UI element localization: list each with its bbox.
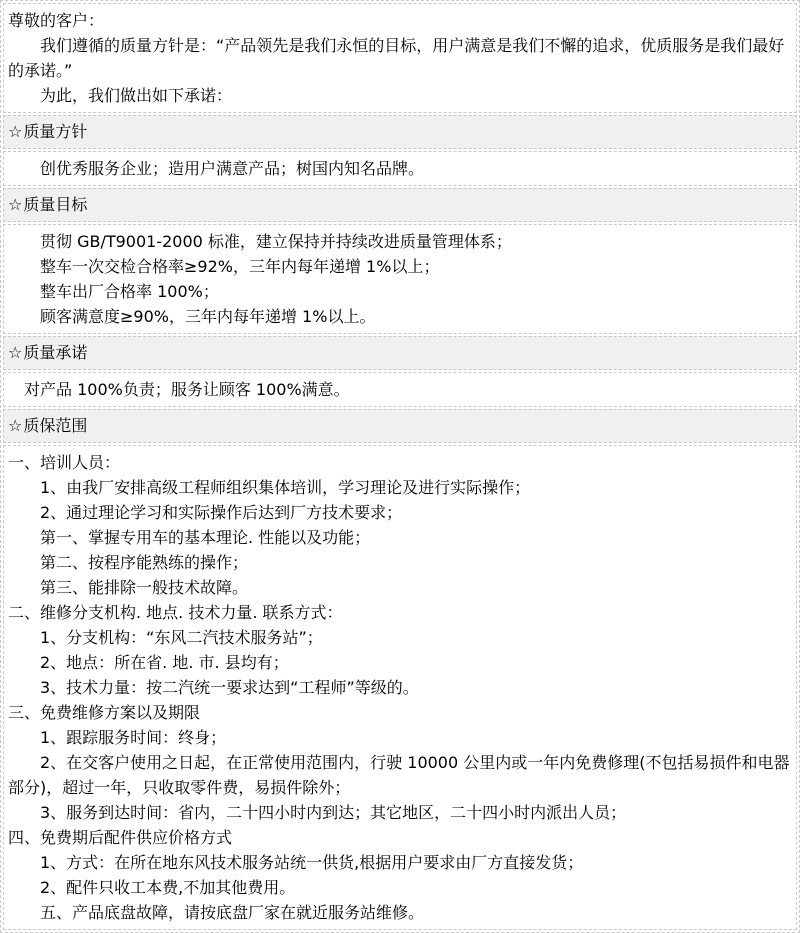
text-line: 顾客满意度≥90%，三年内每年递增 1%以上。	[40, 307, 376, 326]
text-line: 对产品 100%负责；服务让顾客 100%满意。	[24, 380, 350, 399]
section-title-quality-targets: 质量目标	[23, 195, 88, 214]
warranty-scope-content	[3, 445, 797, 930]
text-line: 1、跟踪服务时间：终身；	[40, 728, 227, 747]
text-line: 整车出厂合格率 100%；	[40, 282, 219, 301]
warranty-item-1: 一、培训人员：	[8, 453, 121, 472]
text-line: 第二、按程序能熟练的操作；	[40, 553, 249, 572]
text-line: 3、服务到达时间：省内，二十四小时内到达；其它地区，二十四小时内派出人员；	[40, 803, 627, 822]
warranty-item-5: 五、产品底盘故障，请按底盘厂家在就近服务站维修。	[40, 903, 425, 922]
section-header-quality-commitment	[3, 336, 797, 370]
intro-commitment-lead-in: 为此，我们做出如下承诺：	[40, 86, 233, 105]
star-icon: ☆	[8, 343, 23, 362]
quality-commitment-content	[3, 372, 797, 407]
text-line: 1、由我厂安排高级工程师组织集体培训，学习理论及进行实际操作；	[40, 478, 531, 497]
text-line: 创优秀服务企业；造用户满意产品；树国内知名品牌。	[40, 159, 425, 178]
section-title-quality-policy: 质量方针	[23, 122, 88, 141]
warranty-item-3: 三、免费维修方案以及期限	[8, 703, 201, 722]
text-line: 第一、掌握专用车的基本理论. 性能以及功能；	[40, 528, 371, 547]
text-line: 3、技术力量：按二汽统一要求达到“工程师”等级的。	[40, 678, 419, 697]
section-title-quality-commitment: 质量承诺	[23, 343, 88, 362]
star-icon: ☆	[8, 122, 23, 141]
text-line: 1、分支机构：“东风二汽技术服务站”；	[40, 628, 323, 647]
star-icon: ☆	[8, 416, 23, 435]
section-header-warranty-scope	[3, 409, 797, 443]
intro-block	[3, 3, 797, 113]
text-line: 1、方式：在所在地东风技术服务站统一供货,根据用户要求由厂方直接发货；	[40, 853, 584, 872]
text-line: 2、在交客户使用之日起，在正常使用范围内，行驶 10000 公里内或一年内免费修理(不包括易损件和电器部分)，超过一年，只收取零件费，易损件除外；	[8, 753, 790, 797]
section-title-warranty-scope: 质保范围	[23, 416, 88, 435]
intro-salutation: 尊敬的客户：	[8, 11, 105, 30]
section-header-quality-policy	[3, 115, 797, 149]
text-line: 整车一次交检合格率≥92%，三年内每年递增 1%以上；	[40, 257, 440, 276]
text-line: 2、配件只收工本费,不加其他费用。	[40, 878, 296, 897]
text-line: 贯彻 GB/T9001-2000 标准，建立保持并持续改进质量管理体系；	[40, 232, 512, 251]
text-line: 2、通过理论学习和实际操作后达到厂方技术要求；	[40, 503, 403, 522]
text-line: 第三、能排除一般技术故障。	[40, 578, 249, 597]
quality-policy-content	[3, 151, 797, 186]
section-header-quality-targets	[3, 188, 797, 222]
text-line: 2、地点：所在省. 地. 市. 县均有；	[40, 653, 289, 672]
warranty-item-4: 四、免费期后配件供应价格方式	[8, 828, 233, 847]
star-icon: ☆	[8, 195, 23, 214]
intro-policy-statement: 我们遵循的质量方针是：“产品领先是我们永恒的目标，用户满意是我们不懈的追求，优质服务是我们最好的承诺。”	[8, 36, 785, 80]
warranty-item-2: 二、维修分支机构. 地点. 技术力量. 联系方式：	[8, 603, 343, 622]
quality-targets-content	[3, 224, 797, 334]
